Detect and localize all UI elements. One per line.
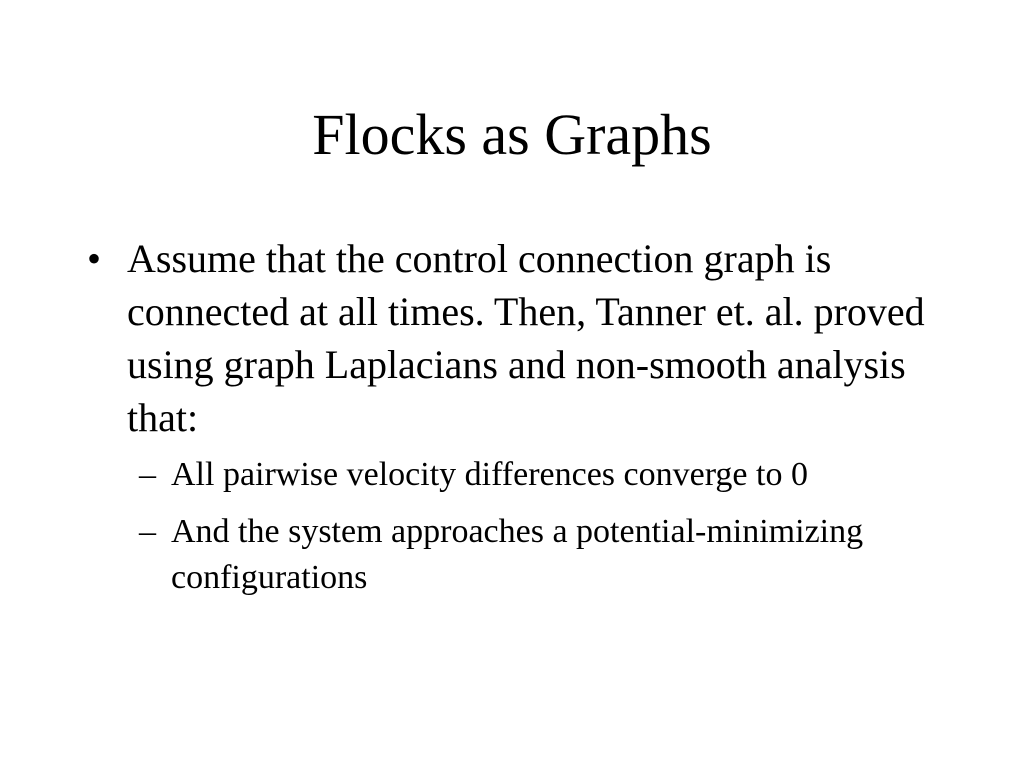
sub-bullet-text: And the system approaches a potential-minimizing configurations xyxy=(171,513,864,596)
sub-bullet-text: All pairwise velocity differences converge to 0 xyxy=(171,456,808,493)
slide-body xyxy=(0,232,1024,601)
sub-bullet-marker: – xyxy=(139,513,156,550)
slide-title: Flocks as Graphs xyxy=(312,102,712,167)
bullet-text: Assume that the control connection graph is connected at all times. Then, Tanner et. al. proved using graph Laplacians and non-smooth analysis that: xyxy=(127,236,925,440)
sub-bullet-item xyxy=(139,452,931,498)
bullet-marker: • xyxy=(87,236,102,281)
sub-bullet-marker: – xyxy=(139,456,156,493)
bullet-item xyxy=(87,232,947,444)
sub-bullet-item xyxy=(139,509,931,601)
